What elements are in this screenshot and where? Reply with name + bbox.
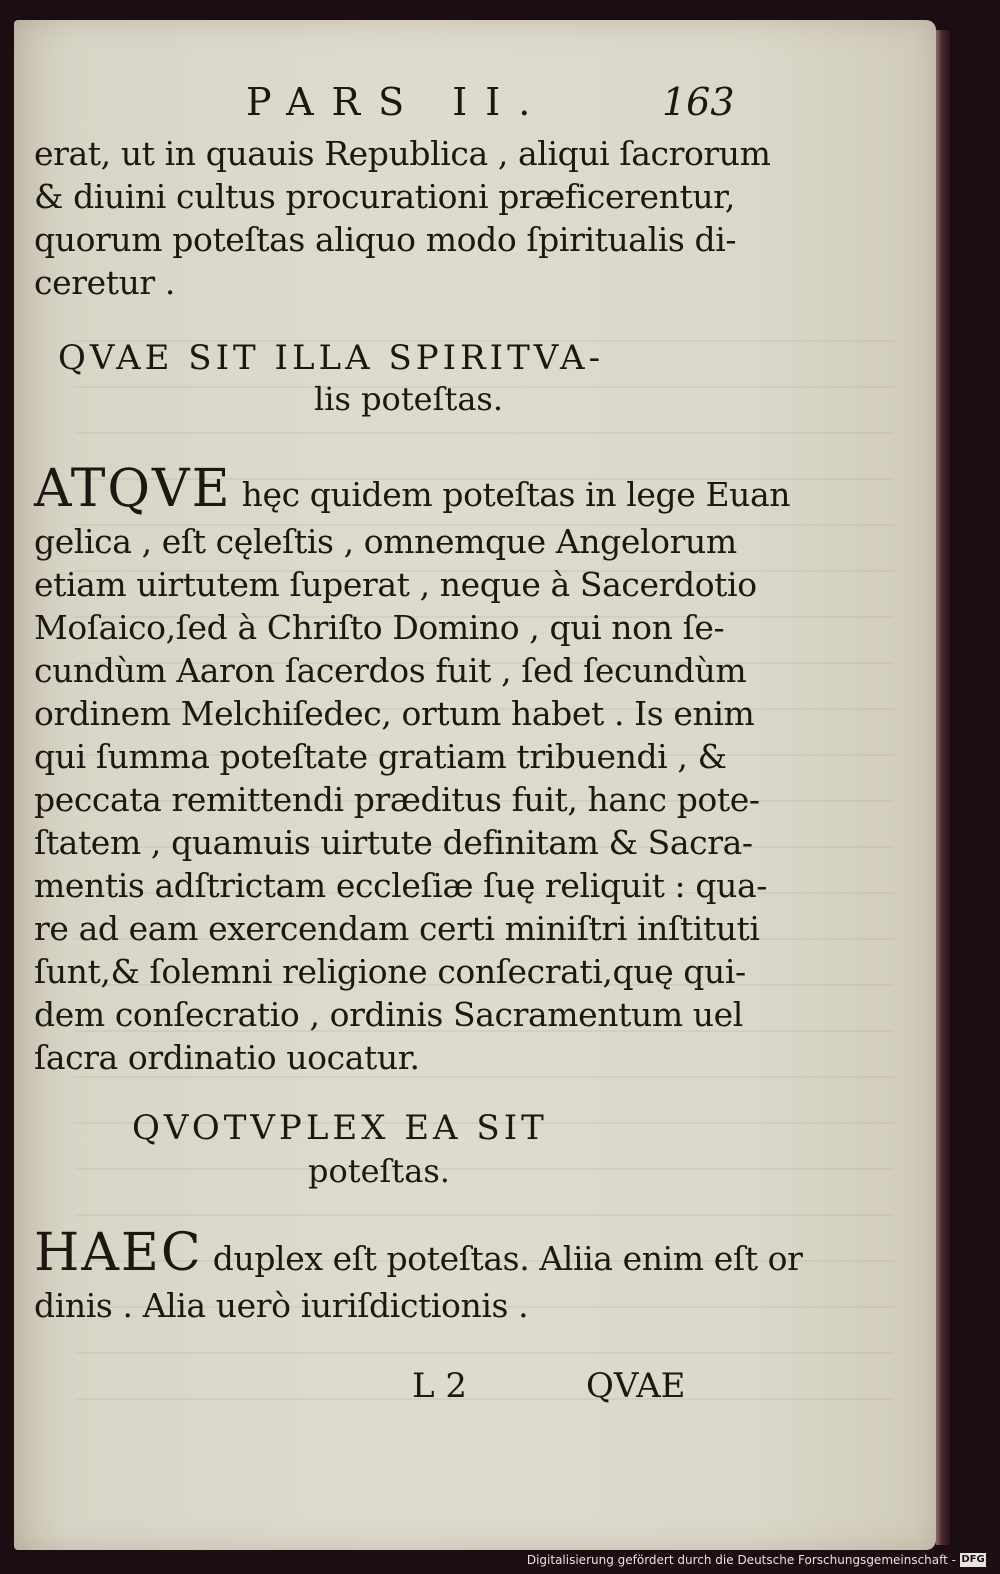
running-title: PARS II.	[246, 80, 549, 124]
text-line: ordinem Melchiſedec, ortum habet . Is enim	[34, 694, 755, 733]
section-heading: QVAE SIT ILLA SPIRITVA-	[58, 338, 605, 378]
text-line: erat, ut in quauis Republica , aliqui ſacrorum	[34, 134, 771, 173]
text-line: re ad eam exercendam certi miniſtri inſtituti	[34, 909, 760, 948]
text-line: ſunt,& ſolemni religione conſecrati,quę qui-	[34, 952, 746, 991]
text-line: Moſaico,ſed à Chriſto Domino , qui non ſe-	[34, 608, 725, 647]
book-page	[14, 20, 936, 1550]
initial-word: HAEC	[34, 1223, 203, 1283]
catchword: QVAE	[586, 1366, 686, 1406]
page-edge	[936, 30, 950, 1545]
text-line: & diuini cultus procurationi præficerentur,	[34, 177, 736, 216]
page-number: 163	[662, 80, 735, 124]
dfg-logo-icon: DFG	[961, 1554, 985, 1565]
text-line: quorum poteſtas aliquo modo ſpiritualis di-	[34, 220, 737, 259]
text-line: qui ſumma poteſtate gratiam tribuendi , &	[34, 737, 727, 776]
text-line: dem conſecratio , ordinis Sacramentum uel	[34, 995, 743, 1034]
paragraph-first-line	[34, 1223, 803, 1283]
text-line: ſacra ordinatio uocatur.	[34, 1038, 420, 1077]
initial-word: ATQVE	[34, 459, 232, 519]
paragraph-first-line	[34, 459, 791, 519]
text-line: ceretur .	[34, 263, 175, 302]
first-line-text: hęc quidem poteſtas in lege Euan	[241, 475, 791, 514]
section-heading-continuation: lis poteſtas.	[314, 380, 503, 418]
first-line-text: duplex eſt poteſtas. Aliia enim eſt or	[212, 1239, 803, 1278]
text-line: ſtatem , quamuis uirtute definitam & Sacra-	[34, 823, 753, 862]
section-heading-continuation: poteſtas.	[308, 1152, 450, 1190]
text-line: etiam uirtutem ſuperat , neque à Sacerdotio	[34, 565, 757, 604]
text-line: mentis adſtrictam eccleſiæ ſuę reliquit : qua-	[34, 866, 767, 905]
signature-mark: L 2	[412, 1366, 468, 1406]
text-line: cundùm Aaron ſacerdos fuit , ſed ſecundùm	[34, 651, 747, 690]
text-line: gelica , eſt cęleſtis , omnemque Angelorum	[34, 522, 737, 561]
section-heading: QVOTVPLEX EA SIT	[132, 1108, 548, 1148]
text-line: dinis . Alia uerò iuriſdictionis .	[34, 1286, 529, 1325]
credit-text: Digitalisierung gefördert durch die Deutsche Forschungsgemeinschaft -	[526, 1553, 956, 1567]
text-line: peccata remittendi præditus fuit, hanc pote-	[34, 780, 760, 819]
